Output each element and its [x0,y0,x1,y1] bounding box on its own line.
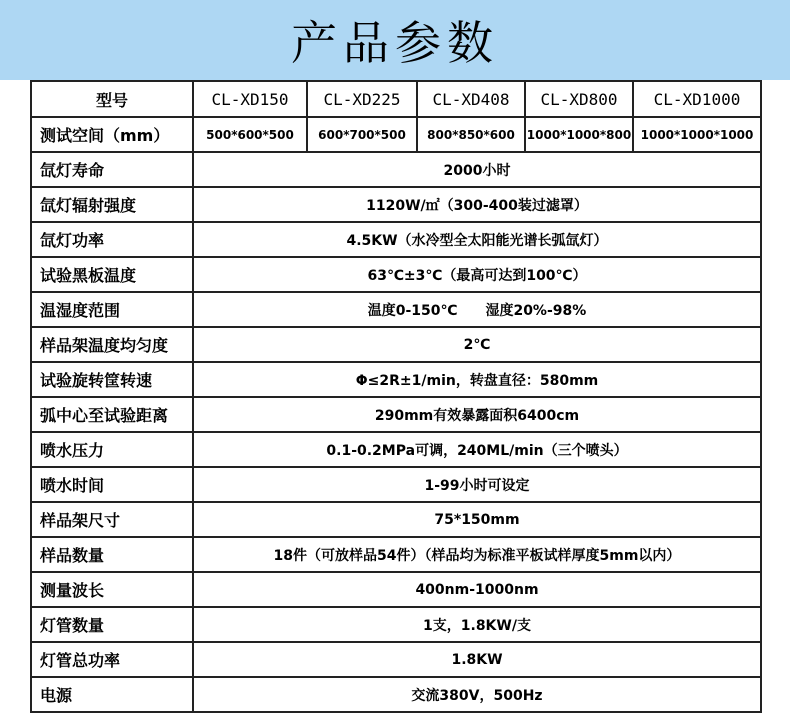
row-value: 1支，1.8KW/支 [193,607,761,642]
row-label: 氙灯寿命 [31,152,193,187]
row-label: 测量波长 [31,572,193,607]
row-label: 样品数量 [31,537,193,572]
row-value: 63℃±3℃（最高可达到100℃） [193,257,761,292]
row-value: 2℃ [193,327,761,362]
row-value: 290mm有效暴露面积6400cm [193,397,761,432]
model-name: CL-XD408 [417,81,525,117]
row-value: 4.5KW（水冷型全太阳能光谱长弧氙灯） [193,222,761,257]
test-space-value: 1000*1000*800 [525,117,633,152]
table-row [31,327,761,362]
row-label: 氙灯功率 [31,222,193,257]
row-value: 1-99小时可设定 [193,467,761,502]
row-value: 1120W/㎡（300-400装过滤罩） [193,187,761,222]
row-label: 样品架温度均匀度 [31,327,193,362]
row-value: 交流380V，500Hz [193,677,761,712]
model-name: CL-XD225 [307,81,417,117]
table-row [31,257,761,292]
row-label: 试验黑板温度 [31,257,193,292]
test-space-value: 1000*1000*1000 [633,117,761,152]
page-title: 产品参数 [291,16,499,70]
test-space-value: 500*600*500 [193,117,307,152]
row-value: 2000小时 [193,152,761,187]
table-row [31,642,761,677]
row-value: 1.8KW [193,642,761,677]
row-label: 测试空间（mm） [31,117,193,152]
table-row [31,152,761,187]
table-row [31,362,761,397]
table-row [31,292,761,327]
row-value: 400nm-1000nm [193,572,761,607]
table-row [31,607,761,642]
row-label: 电源 [31,677,193,712]
table-row [31,467,761,502]
model-name: CL-XD150 [193,81,307,117]
row-label: 喷水时间 [31,467,193,502]
spec-table [30,80,762,713]
row-label: 喷水压力 [31,432,193,467]
row-label: 灯管数量 [31,607,193,642]
row-value: 18件（可放样品54件）（样品均为标准平板试样厚度5mm以内） [193,537,761,572]
model-header-label: 型号 [31,81,193,117]
model-name: CL-XD800 [525,81,633,117]
row-label: 温湿度范围 [31,292,193,327]
model-header-row [31,81,761,117]
row-value: 温度0-150℃ 湿度20%-98% [193,292,761,327]
table-row [31,222,761,257]
row-label: 氙灯辐射强度 [31,187,193,222]
row-label: 样品架尺寸 [31,502,193,537]
test-space-row [31,117,761,152]
table-row [31,432,761,467]
model-name: CL-XD1000 [633,81,761,117]
row-label: 弧中心至试验距离 [31,397,193,432]
table-row [31,397,761,432]
row-label: 灯管总功率 [31,642,193,677]
table-row [31,537,761,572]
title-banner [0,0,790,80]
test-space-value: 600*700*500 [307,117,417,152]
row-value: 0.1-0.2MPa可调，240ML/min（三个喷头） [193,432,761,467]
table-row [31,187,761,222]
row-value: Φ≤2R±1/min，转盘直径：580mm [193,362,761,397]
table-row [31,572,761,607]
row-value: 75*150mm [193,502,761,537]
table-row [31,502,761,537]
test-space-value: 800*850*600 [417,117,525,152]
row-label: 试验旋转筐转速 [31,362,193,397]
table-row [31,677,761,712]
